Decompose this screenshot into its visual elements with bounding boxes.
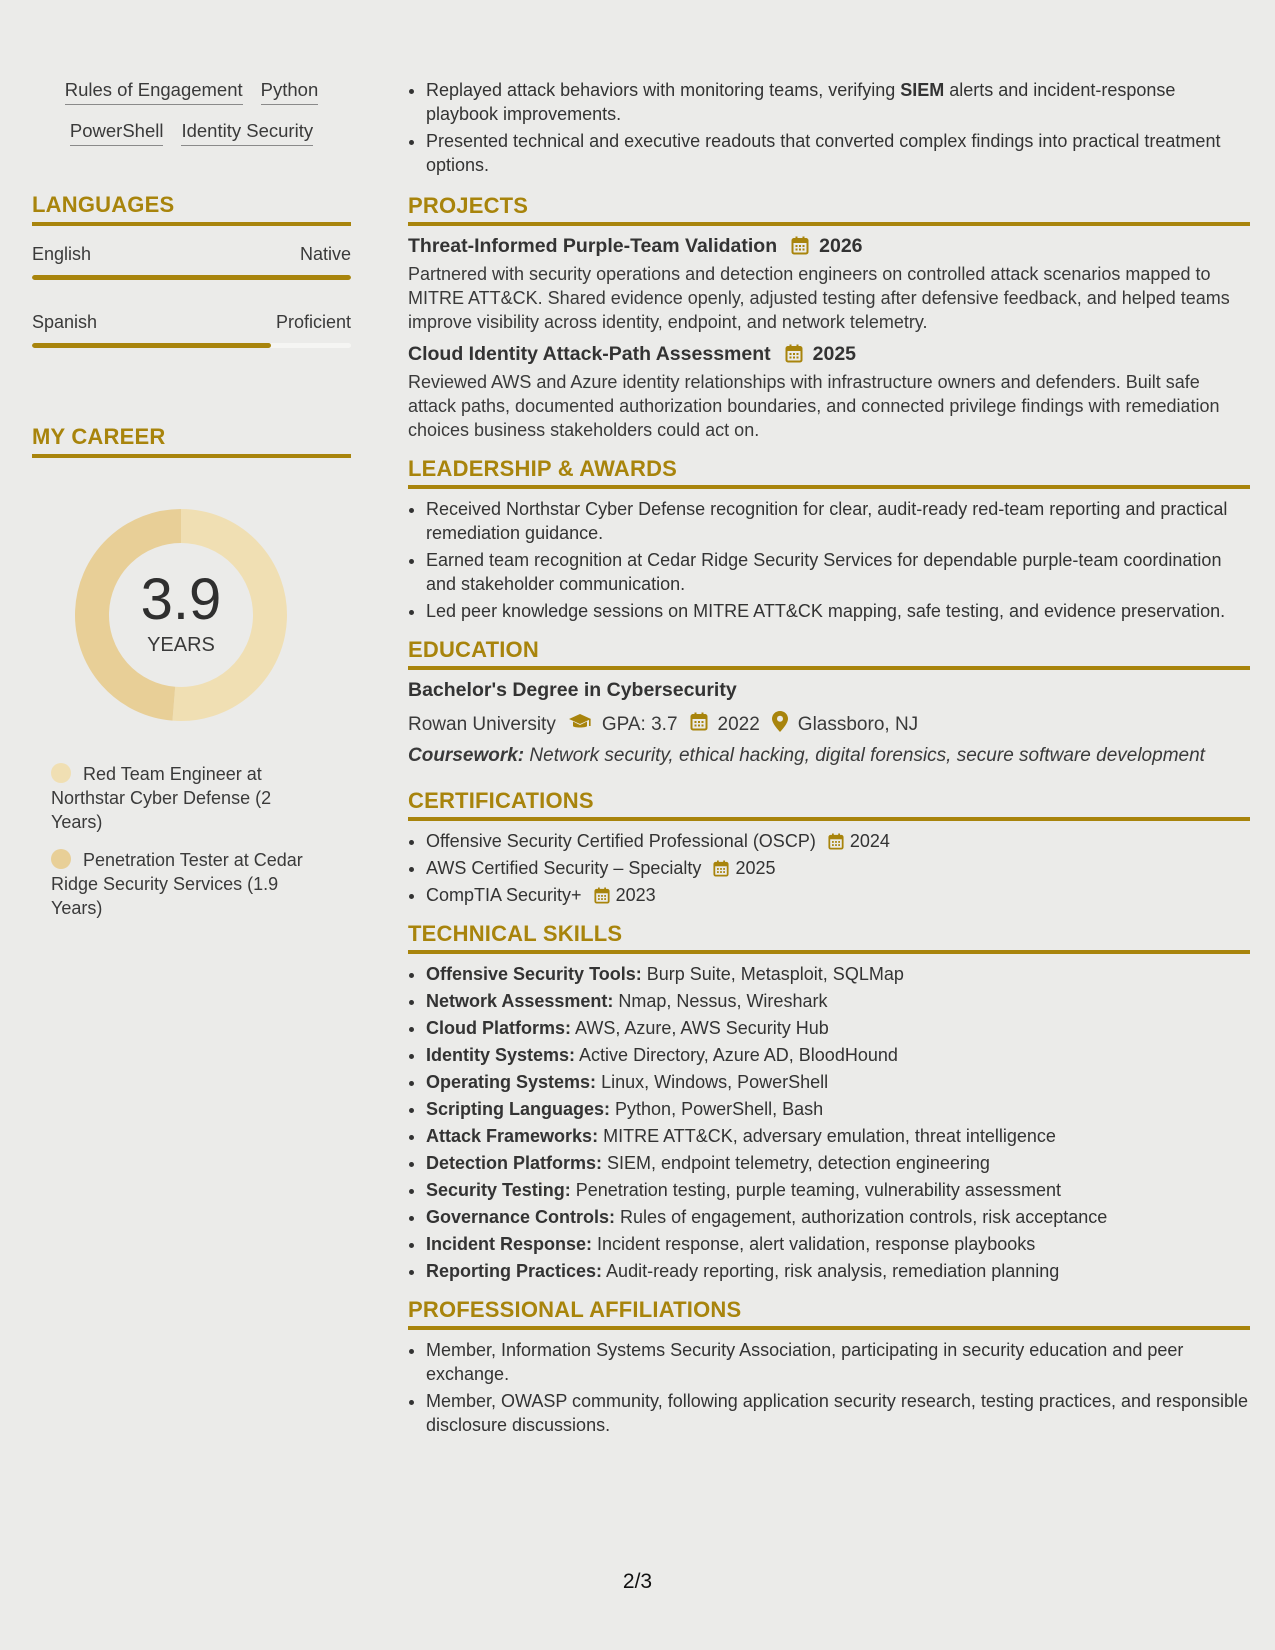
skill-value: Incident response, alert validation, response playbooks: [592, 1234, 1036, 1254]
project-item: [408, 343, 1250, 442]
skill-value: Rules of engagement, authorization controls, risk acceptance: [615, 1207, 1108, 1227]
language-bar: [32, 275, 351, 280]
certification-year: 2024: [849, 831, 890, 851]
leadership-item: • Led peer knowledge sessions on MITRE ATT&CK mapping, safe testing, and evidence preservation.: [426, 599, 1250, 623]
career-total-years: 3.9: [140, 567, 222, 632]
career-legend: [51, 762, 321, 920]
experience-bullets: [408, 78, 1250, 177]
skill-label: Operating Systems:: [426, 1072, 597, 1092]
skill-label: Cloud Platforms:: [426, 1018, 572, 1038]
skill-label: Identity Systems:: [426, 1045, 576, 1065]
skill-item: [426, 1043, 1250, 1067]
leadership-list: [408, 497, 1250, 623]
experience-bullet: [426, 129, 1250, 177]
legend-label: Penetration Tester at Cedar Ridge Security Services (1.9 Years): [51, 850, 303, 918]
bullet-text: Replayed attack behaviors with monitoring teams, verifying: [426, 80, 901, 100]
leadership-item: • Earned team recognition at Cedar Ridge Security Services for dependable purple-team coordination and stakeholder communication.: [426, 548, 1250, 596]
bullet-bold: SIEM: [900, 80, 945, 100]
career-legend-item: [51, 762, 321, 834]
project-year: 2025: [812, 343, 857, 365]
skill-value: Penetration testing, purple teaming, vulnerability assessment: [570, 1180, 1061, 1200]
legend-dot: [51, 763, 71, 783]
skill-label: Attack Frameworks:: [426, 1126, 599, 1146]
skill-item: [426, 1178, 1250, 1202]
project-item: [408, 235, 1250, 334]
projects-heading: PROJECTS: [408, 193, 1250, 226]
affiliation-item: • Member, Information Systems Security Association, participating in security education and peer exchange.: [426, 1338, 1250, 1386]
language-item: [32, 244, 351, 280]
graduation-year: 2022: [717, 713, 760, 735]
certification-name: Offensive Security Certified Professional (OSCP): [426, 831, 816, 851]
skill-item: [426, 1232, 1250, 1256]
calendar-icon: [777, 235, 813, 258]
certification-list: [408, 829, 1250, 907]
legend-dot: [51, 849, 71, 869]
project-title: Threat-Informed Purple-Team Validation: [408, 235, 778, 257]
language-level: Proficient: [275, 312, 351, 332]
school-location: Glassboro, NJ: [797, 713, 919, 735]
calendar-icon: [582, 885, 614, 905]
skill-item: [426, 962, 1250, 986]
certification-item: [426, 829, 1250, 853]
affiliation-item: • Member, OWASP community, following application security research, testing practices, and responsible disclosure discussions.: [426, 1389, 1250, 1437]
skill-label: Scripting Languages:: [426, 1099, 611, 1119]
certification-year: 2025: [735, 858, 776, 878]
skill-item: [426, 1205, 1250, 1229]
bullet-text: alerts and incident-response playbook improvements.: [426, 80, 1176, 124]
education-details: [408, 711, 1250, 738]
certification-name: AWS Certified Security – Specialty: [426, 858, 702, 878]
coursework-text: Network security, ethical hacking, digital forensics, secure software development: [524, 745, 1205, 766]
career-legend-item: [51, 848, 321, 920]
skill-label: Network Assessment:: [426, 991, 614, 1011]
skills-heading: TECHNICAL SKILLS: [408, 921, 1250, 954]
gpa: GPA: 3.7: [601, 713, 678, 735]
skill-value: Linux, Windows, PowerShell: [596, 1072, 829, 1092]
language-level: Native: [299, 244, 351, 264]
certification-name: CompTIA Security+: [426, 885, 582, 905]
skill-item: [426, 1097, 1250, 1121]
skill-item: [426, 1124, 1250, 1148]
project-year: 2026: [819, 235, 863, 257]
skill-tag: Identity Security: [181, 119, 313, 146]
skill-value: Burp Suite, Metasploit, SQLMap: [641, 964, 904, 984]
calendar-icon: [816, 831, 848, 851]
skill-value: Audit-ready reporting, risk analysis, remediation planning: [602, 1261, 1060, 1281]
language-bar-fill: [32, 275, 351, 280]
skill-item: [426, 1016, 1250, 1040]
experience-bullet: [426, 78, 1250, 126]
career-donut: [66, 500, 296, 730]
language-item: [32, 312, 351, 348]
school-name: Rowan University: [408, 713, 556, 735]
skill-label: Incident Response:: [426, 1234, 593, 1254]
main-column: [408, 78, 1250, 1440]
skill-label: Governance Controls:: [426, 1207, 616, 1227]
language-name: English: [32, 244, 92, 264]
language-name: Spanish: [32, 312, 98, 332]
affiliations-list: [408, 1338, 1250, 1437]
leadership-heading: LEADERSHIP & AWARDS: [408, 456, 1250, 489]
affiliations-heading: PROFESSIONAL AFFILIATIONS: [408, 1297, 1250, 1330]
certifications-heading: CERTIFICATIONS: [408, 788, 1250, 821]
project-description: Partnered with security operations and detection engineers on controlled attack scenarios mapped to MITRE ATT&CK. Shared evidence openly, adjusted testing after defensive feedback, and helped teams improve visibility across identity, endpoint, and network telemetry.: [408, 264, 1230, 332]
languages-heading: LANGUAGES: [32, 192, 351, 226]
calendar-icon: [771, 343, 807, 366]
skill-label: Offensive Security Tools:: [426, 964, 642, 984]
legend-label: Red Team Engineer at Northstar Cyber Defense (2 Years): [51, 764, 272, 832]
education-heading: EDUCATION: [408, 637, 1250, 670]
coursework: [408, 744, 1250, 768]
skill-tag: PowerShell: [70, 119, 164, 146]
graduation-cap-icon: [568, 713, 592, 737]
career-heading: MY CAREER: [32, 424, 351, 458]
career-unit: YEARS: [147, 634, 215, 656]
skill-item: [426, 1070, 1250, 1094]
skill-value: SIEM, endpoint telemetry, detection engineering: [602, 1153, 990, 1173]
page-number: 2/3: [622, 1570, 653, 1593]
skill-item: [426, 1259, 1250, 1283]
language-bar: [32, 343, 351, 348]
skill-item: [426, 1151, 1250, 1175]
project-title: Cloud Identity Attack-Path Assessment: [408, 343, 771, 365]
coursework-label: Coursework:: [408, 745, 525, 766]
skill-value: Nmap, Nessus, Wireshark: [613, 991, 828, 1011]
sidebar: [32, 78, 351, 934]
certification-item: [426, 856, 1250, 880]
skill-label: Reporting Practices:: [426, 1261, 603, 1281]
skill-value: Active Directory, Azure AD, BloodHound: [575, 1045, 898, 1065]
calendar-icon: [701, 858, 733, 878]
language-bar-fill: [32, 343, 271, 348]
skill-value: MITRE ATT&CK, adversary emulation, threat intelligence: [598, 1126, 1056, 1146]
skill-value: Python, PowerShell, Bash: [610, 1099, 824, 1119]
calendar-icon: [690, 712, 708, 737]
bullet-text: Presented technical and executive readouts that converted complex findings into practical treatment options.: [426, 131, 1221, 175]
certification-item: [426, 883, 1250, 907]
skill-label: Detection Platforms:: [426, 1153, 603, 1173]
skill-value: AWS, Azure, AWS Security Hub: [571, 1018, 829, 1038]
skill-tag: Python: [261, 78, 319, 105]
skill-tag: Rules of Engagement: [65, 78, 243, 105]
leadership-item: • Received Northstar Cyber Defense recognition for clear, audit-ready red-team reporting and practical remediation guidance.: [426, 497, 1250, 545]
skill-label: Security Testing:: [426, 1180, 571, 1200]
project-description: Reviewed AWS and Azure identity relationships with infrastructure owners and defenders. Built safe attack paths, documented authorization boundaries, and connected privilege findings with remediation choices business stakeholders could act on.: [408, 372, 1220, 440]
certification-year: 2023: [615, 885, 656, 905]
skills-list: [408, 962, 1250, 1283]
skill-tags: [32, 78, 351, 146]
skill-item: [426, 989, 1250, 1013]
degree-title: Bachelor's Degree in Cybersecurity: [408, 679, 737, 701]
location-pin-icon: [772, 711, 788, 738]
